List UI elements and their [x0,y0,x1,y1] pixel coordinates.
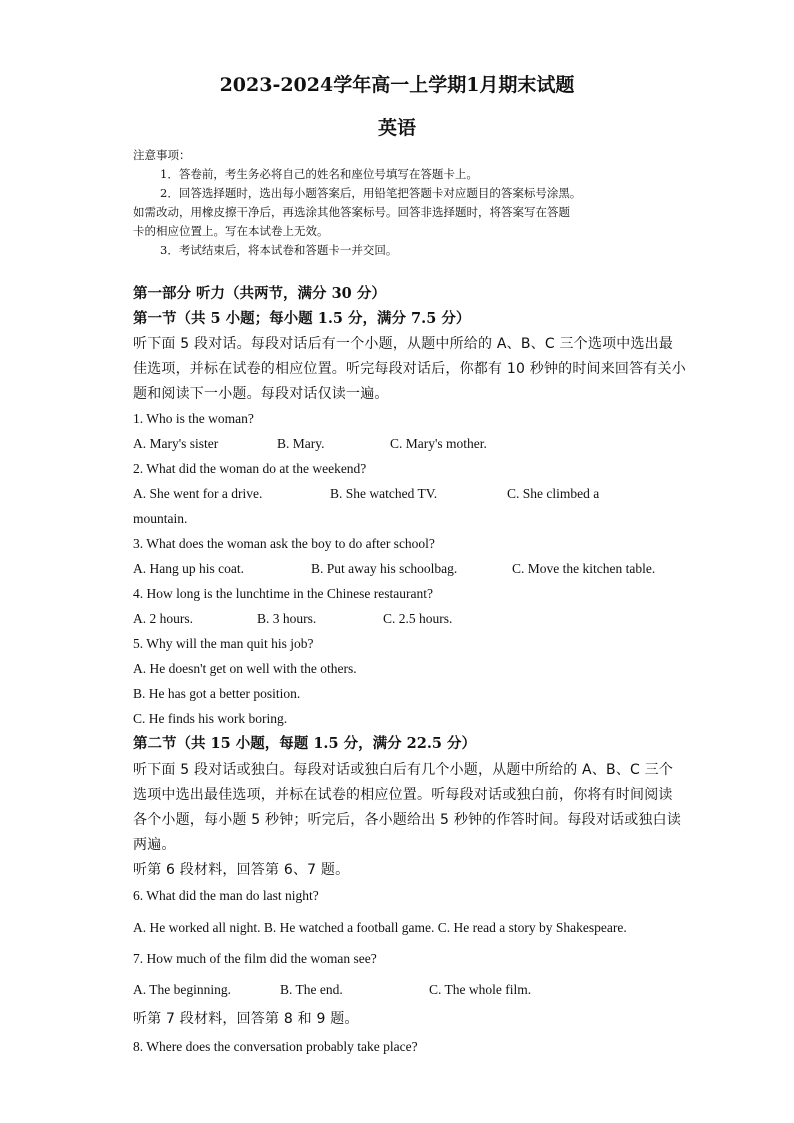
q2-option-c: C. She climbed a [507,486,600,501]
question-4-stem: 4. How long is the lunchtime in the Chinese restaurant? [133,586,433,601]
notice-item-3: 3．考试结束后，将本试卷和答题卡一并交回。 [160,243,398,257]
section2-instruction-4: 两遍。 [133,837,176,853]
q5-option-b: B. He has got a better position. [133,686,301,701]
q2-option-b: B. She watched TV. [330,486,438,501]
section2-instruction-3: 各个小题，每小题 5 秒钟；听完后，各小题给出 5 秒钟的作答时间。每段对话或独白读 [133,812,682,828]
q7-option-a: A. The beginning. [133,982,231,997]
section1-heading: 第一节（共 5 小题；每小题 1.5 分，满分 7.5 分） [133,310,471,327]
part1-heading: 第一部分 听力（共两节，满分 30 分） [133,285,386,302]
section1-instruction: 听下面 5 段对话。每段对话后有一个小题，从题中所给的 A、B、C 三个选项中选出最 [133,336,674,352]
q1-option-c: C. Mary's mother. [390,436,487,451]
q7-option-b: B. The end. [280,982,343,997]
q1-option-b: B. Mary. [277,436,325,451]
material-7-label: 听第 7 段材料，回答第 8 和 9 题。 [133,1011,359,1027]
q5-option-a: A. He doesn't get on well with the others. [133,661,357,676]
q4-option-b: B. 3 hours. [257,611,317,626]
q2-option-a: A. She went for a drive. [133,486,263,501]
question-6-stem: 6. What did the man do last night? [133,888,319,903]
material-6-label: 听第 6 段材料，回答第 6、7 题。 [133,862,350,878]
section1-instruction-2: 佳选项，并标在试卷的相应位置。听完每段对话后，你都有 10 秒钟的时间来回答有关小 [133,361,686,377]
notice-label: 注意事项： [133,148,191,162]
q4-option-a: A. 2 hours. [133,611,193,626]
q3-option-a: A. Hang up his coat. [133,561,244,576]
q4-option-c: C. 2.5 hours. [383,611,453,626]
q3-option-c: C. Move the kitchen table. [512,561,656,576]
notice-item-2-end: 卡的相应位置上。写在本试卷上无效。 [133,224,329,238]
q7-option-c: C. The whole film. [429,982,532,997]
section2-instruction: 听下面 5 段对话或独白。每段对话或独白后有几个小题，从题中所给的 A、B、C 三个 [133,762,674,778]
q2-option-c-cont: mountain. [133,511,188,526]
q1-option-a: A. Mary's sister [133,436,219,451]
section2-heading: 第二节（共 15 小题，每题 1.5 分，满分 22.5 分） [133,735,477,752]
notice-item-2: 2．回答选择题时，选出每小题答案后，用铅笔把答题卡对应题目的答案标号涂黑。 [160,186,582,200]
notice-item-1: 1．答卷前，考生务必将自己的姓名和座位号填写在答题卡上。 [160,167,478,181]
question-1-stem: 1. Who is the woman? [133,411,254,426]
section2-instruction-2: 选项中选出最佳选项，并标在试卷的相应位置。听每段对话或独白前，你将有时间阅读 [133,787,673,803]
question-5-stem: 5. Why will the man quit his job? [133,636,314,651]
question-3-stem: 3. What does the woman ask the boy to do after school? [133,536,435,551]
question-8-stem: 8. Where does the conversation probably take place? [133,1039,418,1054]
section1-instruction-3: 题和阅读下一小题。每段对话仅读一遍。 [133,386,389,402]
question-2-stem: 2. What did the woman do at the weekend? [133,461,367,476]
q3-option-b: B. Put away his schoolbag. [311,561,458,576]
notice-item-2-cont: 如需改动，用橡皮擦干净后，再选涂其他答案标号。回答非选择题时，将答案写在答题 [133,205,570,219]
subject-title: 英语 [377,117,416,139]
exam-title: 2023-2024学年高一上学期1月期末试题 [219,74,575,96]
q6-options: A. He worked all night. B. He watched a football game. C. He read a story by Shakespeare. [133,920,627,935]
question-7-stem: 7. How much of the film did the woman see? [133,951,377,966]
q5-option-c: C. He finds his work boring. [133,711,288,726]
